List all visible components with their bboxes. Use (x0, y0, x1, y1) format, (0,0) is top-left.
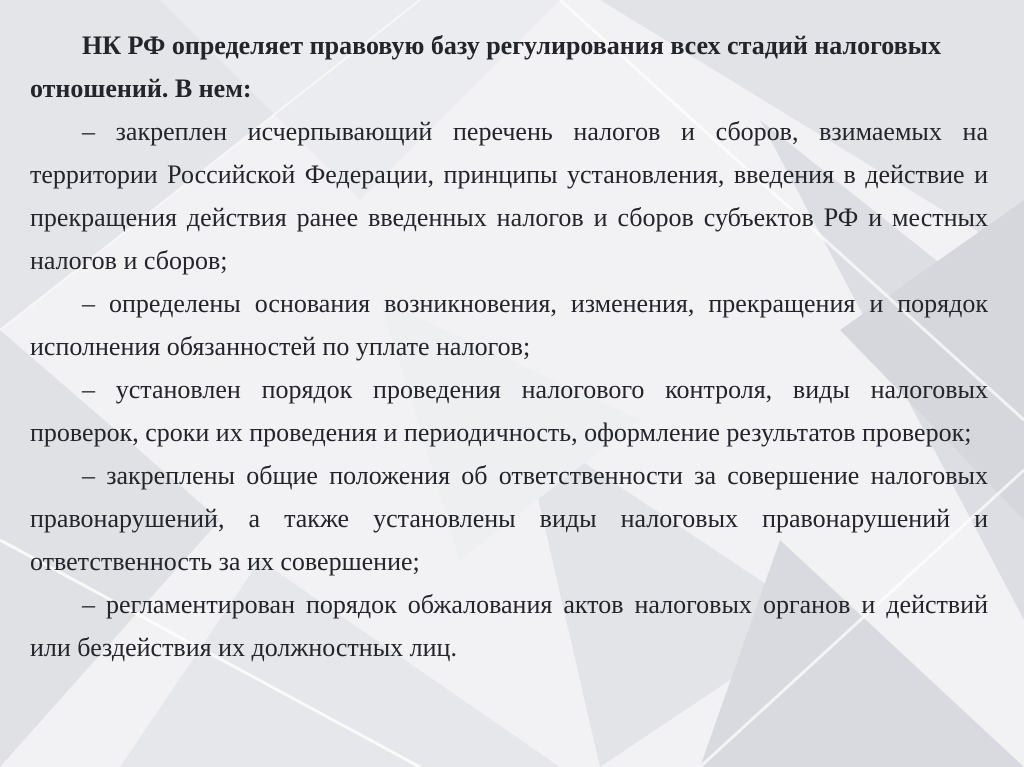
list-item: – закреплены общие положения об ответственности за совершение налоговых правонарушений, а также установлены виды налоговых правонарушений и ответственность за их совершение; (30, 461, 988, 576)
list-item: – установлен порядок проведения налогового контроля, виды налоговых проверок, сроки их проведения и периодичность, оформление результатов проверок; (30, 375, 988, 447)
slide-body (30, 24, 988, 669)
list-item: – определены основания возникновения, изменения, прекращения и порядок исполнения обязанностей по уплате налогов; (30, 289, 988, 361)
list-item: – регламентирован порядок обжалования актов налоговых органов и действий или бездействия их должностных лиц. (30, 590, 988, 662)
list-item: – закреплен исчерпывающий перечень налогов и сборов, взимаемых на территории Российской Федерации, принципы установления, введения в действие и прекращения действия ранее введенных налогов и сборов субъектов РФ и местных налогов и сборов; (30, 117, 988, 275)
lead-paragraph: НК РФ определяет правовую базу регулирования всех стадий налоговых отношений. В нем: (30, 31, 941, 103)
